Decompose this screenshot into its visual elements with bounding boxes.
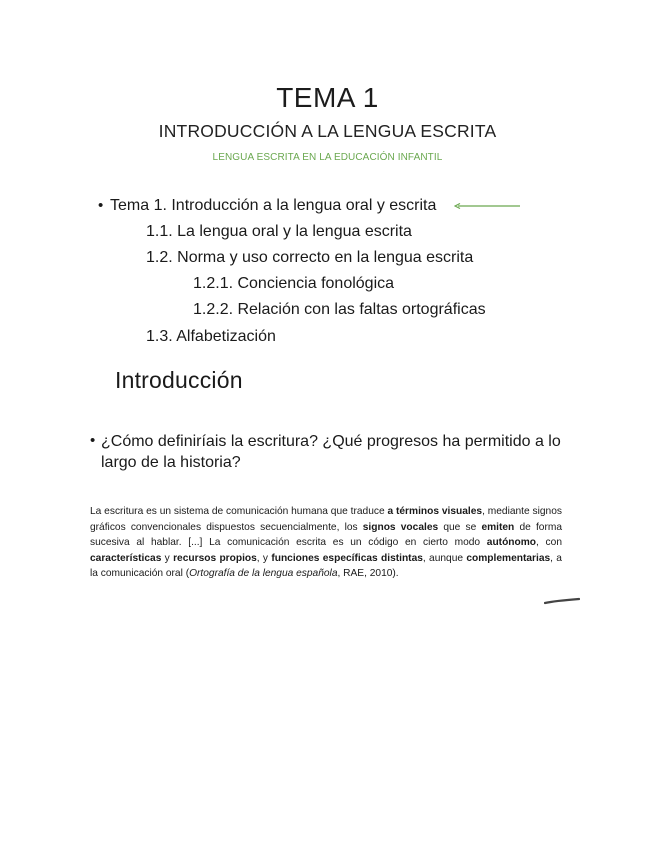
page-title: TEMA 1 — [276, 82, 379, 113]
outline-bullet: • — [98, 197, 104, 214]
pointer-arrow-icon — [454, 203, 520, 209]
course-name: LENGUA ESCRITA EN LA EDUCACIÓN INFANTIL — [212, 152, 443, 163]
outline-item-topic: Tema 1. Introducción a la lengua oral y escrita — [110, 197, 437, 214]
quote-segment: La escritura es un sistema de comunicación humana que traduce — [90, 506, 388, 517]
quote-segment: funciones específicas distintas — [271, 552, 423, 564]
quote-segment: de forma sucesiva al hablar. [...] La comunicación escrita es un código en cierto modo — [90, 521, 562, 549]
quote-segment: a términos visuales — [387, 506, 483, 517]
quote-segment: complementarias — [466, 552, 551, 564]
quote-segment: que se — [438, 521, 482, 533]
quote-segment: , con — [536, 537, 562, 549]
quote-segment: , a la comunicación oral ( — [90, 552, 562, 580]
quote-segment: Ortografía de la lengua española — [189, 568, 338, 580]
quote-segment: características — [90, 552, 162, 564]
outline-item-1-1: 1.1. La lengua oral y la lengua escrita — [146, 223, 412, 240]
pen-stroke-mark — [544, 597, 580, 605]
quote-segment: recursos propios — [173, 552, 257, 564]
definition-quote — [90, 504, 562, 582]
outline-item-1-2: 1.2. Norma y uso correcto en la lengua escrita — [146, 249, 474, 266]
quote-segment: , mediante signos gráficos convencionales dispuestos secuencialmente, los — [90, 506, 562, 533]
quote-segment: , RAE, 2010). — [337, 568, 399, 580]
discussion-question: ¿Cómo definiríais la escritura? ¿Qué progresos ha permitido a lo largo de la historia? — [101, 433, 561, 471]
quote-segment: signos vocales — [362, 521, 439, 533]
quote-segment: autónomo — [486, 537, 537, 549]
quote-segment: , aunque — [422, 552, 467, 564]
quote-segment: y — [161, 552, 174, 564]
outline-item-1-2-2: 1.2.2. Relación con las faltas ortográficas — [193, 301, 486, 318]
outline-item-1-3: 1.3. Alfabetización — [146, 328, 276, 345]
quote-segment: , y — [256, 552, 272, 564]
question-bullet: • — [90, 432, 96, 449]
section-heading: Introducción — [115, 367, 243, 393]
page-subtitle: INTRODUCCIÓN A LA LENGUA ESCRITA — [158, 121, 497, 141]
quote-segment: emiten — [481, 521, 515, 533]
outline-item-1-2-1: 1.2.1. Conciencia fonológica — [193, 275, 395, 292]
